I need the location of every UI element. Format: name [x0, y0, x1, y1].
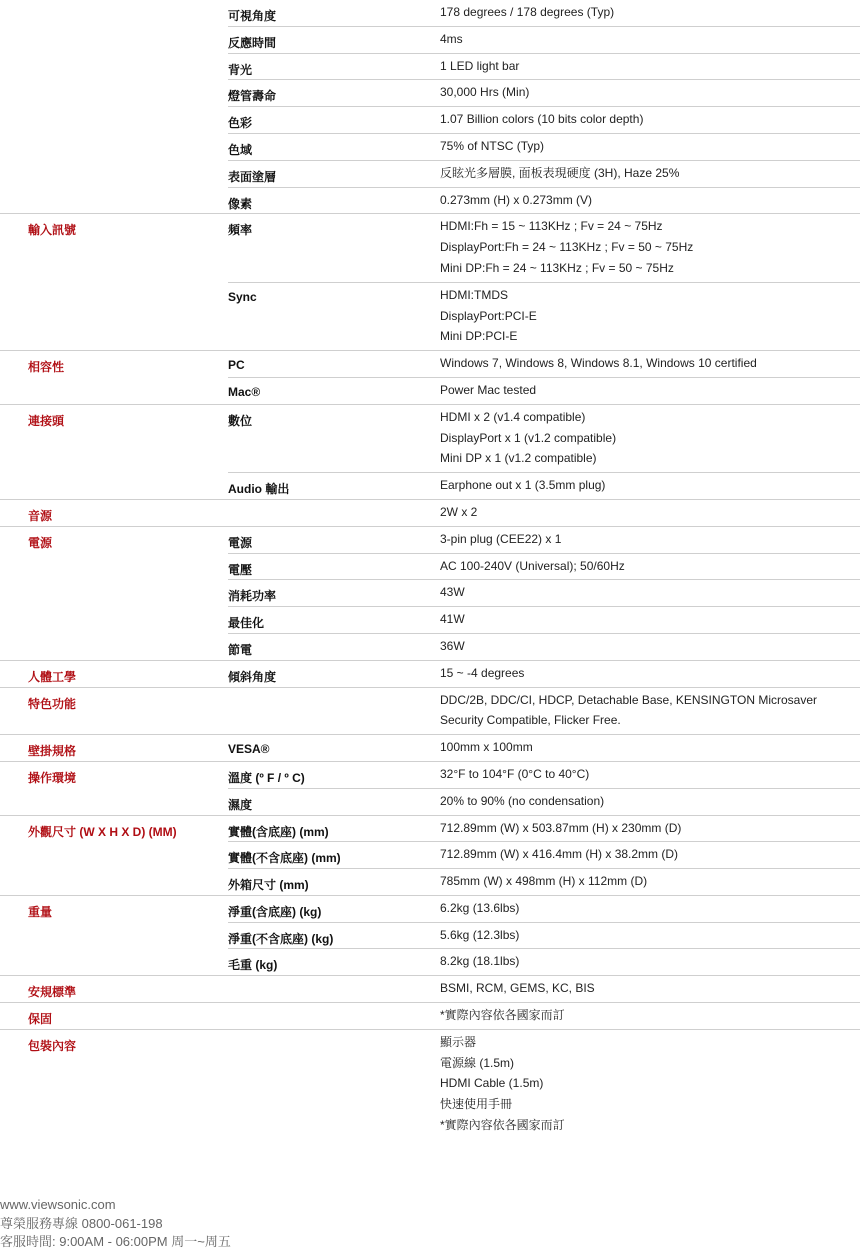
spec-values: [440, 580, 860, 606]
category-label: 連接頭: [28, 413, 65, 428]
spec-label: 背光: [228, 62, 253, 77]
spec-value: Power Mac tested: [440, 382, 537, 397]
spec-values: [440, 842, 860, 868]
spec-section: [0, 895, 860, 975]
spec-row: [228, 160, 860, 187]
spec-section: [0, 350, 860, 404]
spec-value: HDMI:Fh = 15 ~ 113KHz ; Fv = 24 ~ 75Hz: [440, 219, 663, 234]
spec-label: Mac®: [228, 384, 261, 399]
spec-label: 實體(含底座) (mm): [228, 824, 329, 839]
spec-row: [0, 976, 860, 1002]
spec-row: [0, 500, 860, 526]
spec-values: [440, 1003, 860, 1029]
spec-value: 0.273mm (H) x 0.273mm (V): [440, 192, 593, 207]
spec-label: 電源: [228, 535, 253, 550]
category-label: 外觀尺寸 (W X H X D) (MM): [28, 824, 177, 839]
spec-label: 表面塗層: [228, 169, 277, 184]
spec-row: [0, 214, 860, 281]
footer-hotline: 尊榮服務專線 0800-061-198: [0, 1215, 163, 1231]
category-label: 壁掛規格: [28, 744, 77, 759]
spec-values: [440, 134, 860, 160]
spec-values: [440, 107, 860, 133]
spec-values: [440, 869, 860, 895]
spec-label: PC: [228, 358, 245, 373]
spec-value: *實際內容依各國家而訂: [440, 1118, 565, 1133]
spec-row: [228, 788, 860, 815]
spec-value: 712.89mm (W) x 503.87mm (H) x 230mm (D): [440, 820, 682, 835]
spec-label: Sync: [228, 289, 257, 304]
category-label: 保固: [28, 1012, 53, 1027]
spec-values: [440, 1030, 860, 1139]
spec-values: [440, 661, 860, 687]
spec-value: 2W x 2: [440, 504, 478, 519]
spec-label: 色域: [228, 142, 253, 157]
spec-value: 712.89mm (W) x 416.4mm (H) x 38.2mm (D): [440, 847, 679, 862]
spec-section: [0, 1029, 860, 1139]
spec-value: Mini DP x 1 (v1.2 compatible): [440, 451, 597, 466]
spec-label: 像素: [228, 196, 253, 211]
spec-value: DDC/2B, DDC/CI, HDCP, Detachable Base, KENSINGTON Microsaver Security Compatible, Flicker Free.: [440, 692, 817, 728]
spec-row: [0, 405, 860, 472]
spec-label: VESA®: [228, 742, 270, 757]
spec-values: [440, 607, 860, 633]
spec-section: [0, 734, 860, 761]
spec-value: 15 ~ -4 degrees: [440, 665, 525, 680]
spec-values: [440, 500, 860, 526]
spec-values: [440, 527, 860, 553]
spec-value: DisplayPort x 1 (v1.2 compatible): [440, 430, 617, 445]
footer: [0, 1196, 231, 1252]
spec-row: [0, 688, 860, 735]
spec-row: [228, 868, 860, 895]
spec-value: DisplayPort:PCI-E: [440, 308, 537, 323]
spec-value: 3-pin plug (CEE22) x 1: [440, 531, 562, 546]
spec-value: 反眩光多層膜, 面板表現硬度 (3H), Haze 25%: [440, 165, 680, 180]
spec-label: 外箱尺寸 (mm): [228, 878, 309, 893]
spec-section: [0, 213, 860, 350]
spec-value: Mini DP:PCI-E: [440, 329, 518, 344]
spec-value: 8.2kg (18.1lbs): [440, 954, 520, 969]
category-label: 人體工學: [28, 669, 77, 684]
spec-section: [0, 404, 860, 499]
spec-values: [440, 896, 860, 922]
spec-row: [228, 377, 860, 404]
spec-row: [228, 79, 860, 106]
spec-row: [228, 53, 860, 80]
spec-label: 淨重(不含底座) (kg): [228, 931, 334, 946]
spec-label: 消耗功率: [228, 589, 277, 604]
spec-label: 頻率: [228, 223, 253, 238]
spec-values: [440, 976, 860, 1002]
category-label: 電源: [28, 535, 53, 550]
spec-section: [0, 0, 860, 213]
spec-values: [440, 923, 860, 949]
spec-section: [0, 687, 860, 735]
spec-values: [440, 27, 860, 53]
spec-label: 濕度: [228, 797, 253, 812]
spec-row: [0, 1003, 860, 1029]
spec-values: [440, 214, 860, 281]
category-label: 包裝內容: [28, 1038, 77, 1053]
spec-values: [440, 378, 860, 404]
spec-row: [0, 896, 860, 922]
spec-value: Windows 7, Windows 8, Windows 8.1, Windows 10 certified: [440, 356, 757, 371]
category-label: 重量: [28, 904, 53, 919]
spec-row: [0, 527, 860, 553]
spec-value: 41W: [440, 612, 465, 627]
spec-values: [440, 80, 860, 106]
spec-row: [228, 553, 860, 580]
spec-section: [0, 660, 860, 687]
category-label: 音源: [28, 508, 53, 523]
spec-label: 溫度 (º F / º C): [228, 770, 305, 785]
spec-value: 75% of NTSC (Typ): [440, 138, 545, 153]
spec-value: 785mm (W) x 498mm (H) x 112mm (D): [440, 874, 648, 889]
spec-values: [440, 789, 860, 815]
spec-label: 實體(不含底座) (mm): [228, 851, 341, 866]
spec-section: [0, 1002, 860, 1029]
spec-row: [228, 606, 860, 633]
spec-row: [228, 579, 860, 606]
spec-label: 燈管壽命: [228, 89, 277, 104]
spec-row: [228, 282, 860, 350]
spec-value: 6.2kg (13.6lbs): [440, 900, 520, 915]
spec-section: [0, 499, 860, 526]
spec-value: 32°F to 104°F (0°C to 40°C): [440, 766, 590, 781]
spec-row: [228, 633, 860, 660]
spec-values: [440, 161, 860, 187]
spec-label: 反應時間: [228, 35, 277, 50]
footer-website[interactable]: www.viewsonic.com: [0, 1197, 116, 1212]
category-label: 安規標準: [28, 985, 77, 1000]
spec-value: AC 100-240V (Universal); 50/60Hz: [440, 558, 625, 573]
spec-values: [440, 283, 860, 350]
spec-values: [440, 735, 860, 761]
spec-values: [440, 949, 860, 975]
spec-section: [0, 975, 860, 1002]
spec-row: [0, 1030, 860, 1139]
spec-value: HDMI:TMDS: [440, 287, 508, 302]
spec-label: 電壓: [228, 562, 253, 577]
spec-value: 1 LED light bar: [440, 58, 520, 73]
spec-value: 顯示器: [440, 1034, 477, 1049]
spec-values: [440, 762, 860, 788]
spec-values: [440, 688, 860, 735]
spec-value: 100mm x 100mm: [440, 740, 533, 755]
spec-section: [0, 526, 860, 660]
spec-values: [440, 554, 860, 580]
spec-section: [0, 761, 860, 815]
spec-row: [0, 351, 860, 377]
spec-value: HDMI Cable (1.5m): [440, 1076, 544, 1091]
spec-label: 毛重 (kg): [228, 958, 278, 973]
spec-label: 淨重(含底座) (kg): [228, 904, 322, 919]
category-label: 操作環境: [28, 770, 77, 785]
spec-values: [440, 405, 860, 472]
spec-row: [0, 661, 860, 687]
spec-value: HDMI x 2 (v1.4 compatible): [440, 409, 586, 424]
spec-value: 36W: [440, 638, 465, 653]
spec-values: [440, 634, 860, 660]
spec-row: [228, 133, 860, 160]
spec-label: Audio 輸出: [228, 482, 290, 497]
spec-value: DisplayPort:Fh = 24 ~ 113KHz ; Fv = 50 ~ 75Hz: [440, 240, 694, 255]
spec-label: 數位: [228, 413, 253, 428]
spec-label: 最佳化: [228, 616, 265, 631]
category-label: 特色功能: [28, 696, 77, 711]
spec-value: 4ms: [440, 31, 463, 46]
category-label: 輸入訊號: [28, 223, 77, 238]
spec-value: Earphone out x 1 (3.5mm plug): [440, 478, 606, 493]
spec-row: [0, 816, 860, 842]
spec-value: 電源線 (1.5m): [440, 1055, 515, 1070]
spec-values: [440, 351, 860, 377]
spec-value: 快速使用手冊: [440, 1097, 513, 1112]
spec-row: [228, 26, 860, 53]
spec-label: 節電: [228, 642, 253, 657]
spec-row: [228, 922, 860, 949]
spec-row: [228, 948, 860, 975]
spec-values: [440, 816, 860, 842]
footer-hours: 客服時間: 9:00AM - 06:00PM 周一~周五: [0, 1234, 231, 1249]
spec-row: [228, 841, 860, 868]
spec-row: [0, 735, 860, 761]
spec-section: [0, 815, 860, 895]
spec-values: [440, 188, 860, 214]
spec-row: [0, 0, 860, 26]
spec-value: *實際內容依各國家而訂: [440, 1008, 565, 1023]
spec-label: 傾斜角度: [228, 669, 277, 684]
spec-row: [228, 106, 860, 133]
spec-value: 20% to 90% (no condensation): [440, 793, 605, 808]
spec-values: [440, 0, 860, 26]
spec-row: [0, 762, 860, 788]
spec-value: 43W: [440, 585, 465, 600]
spec-value: 178 degrees / 178 degrees (Typ): [440, 5, 615, 19]
spec-value: BSMI, RCM, GEMS, KC, BIS: [440, 981, 595, 996]
spec-label: 可視角度: [228, 9, 277, 23]
spec-label: 色彩: [228, 116, 253, 131]
spec-value: 1.07 Billion colors (10 bits color depth): [440, 112, 644, 127]
category-label: 相容性: [28, 360, 65, 375]
spec-row: [228, 472, 860, 499]
spec-value: 30,000 Hrs (Min): [440, 85, 530, 100]
spec-values: [440, 473, 860, 499]
spec-value: Mini DP:Fh = 24 ~ 113KHz ; Fv = 50 ~ 75Hz: [440, 260, 674, 275]
spec-value: 5.6kg (12.3lbs): [440, 927, 520, 942]
spec-row: [228, 187, 860, 214]
spec-values: [440, 54, 860, 80]
